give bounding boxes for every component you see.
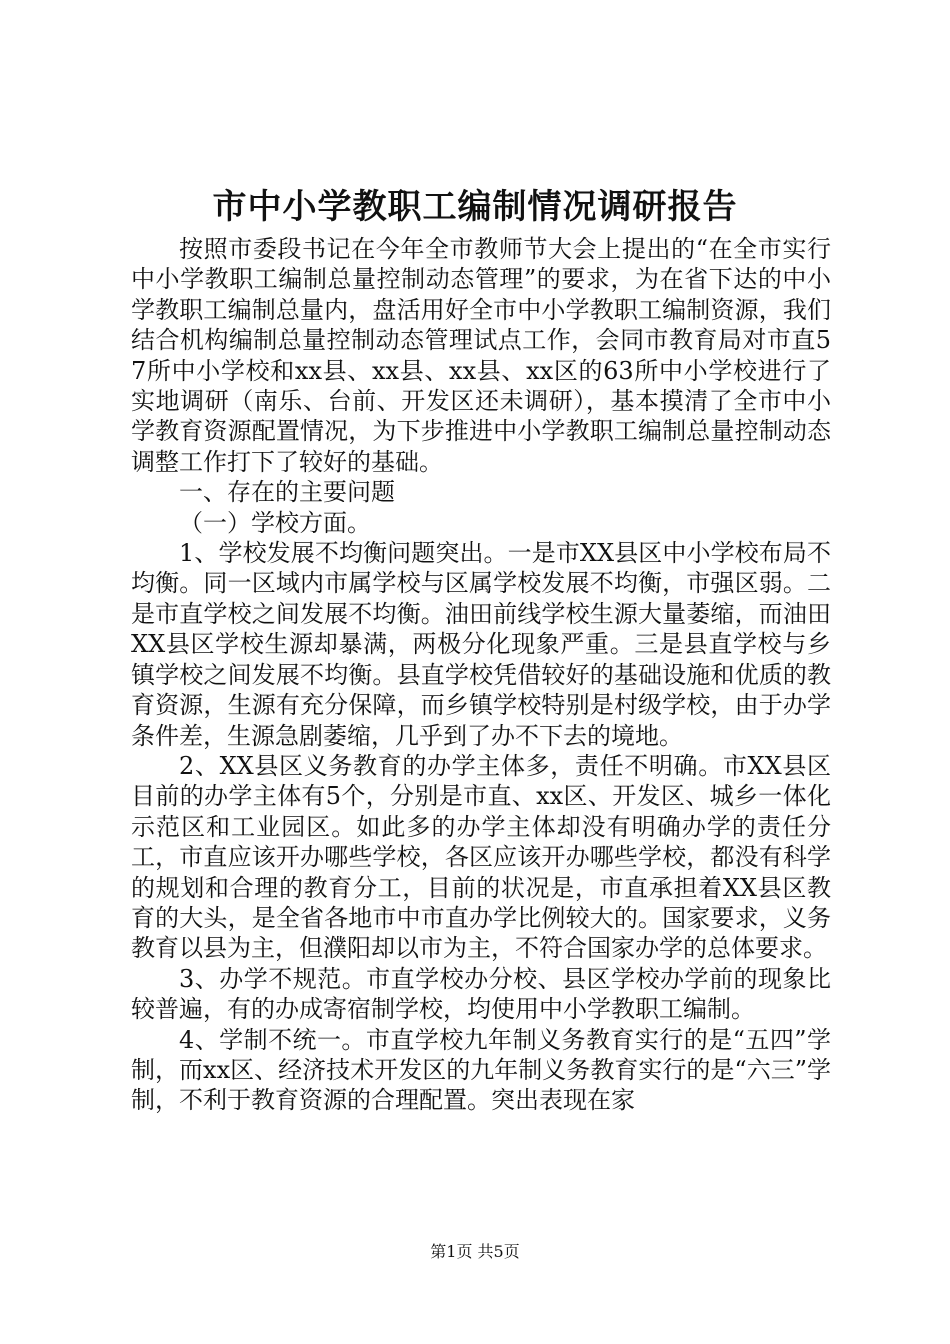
intro-paragraph: 按照市委段书记在今年全市教师节大会上提出的“在全市实行中小学教职工编制总量控制动态管理”的要求，为在省下达的中小学教职工编制总量内，盘活用好全市中小学教职工编制资源，我们结合机构编制总量控制动态管理试点工作，会同市教育局对市直57所中小学校和xx县、xx县、xx县、xx区的63所中小学校进行了实地调研（南乐、台前、开发区还未调研），基本摸清了全市中小学教育资源配置情况，为下步推进中小学教职工编制总量控制动态调整工作打下了较好的基础。	[131, 235, 831, 476]
document-title: 市中小学教职工编制情况调研报告	[212, 187, 738, 227]
subsection-heading-schools: （一）学校方面。	[179, 508, 371, 537]
paragraph-item-4: 4、学制不统一。市直学校九年制义务教育实行的是“五四”学制，而xx区、经济技术开发区的九年制义务教育实行的是“六三”学制，不利于教育资源的合理配置。突出表现在家	[131, 1025, 831, 1115]
paragraph-item-2: 2、XX县区义务教育的办学主体多，责任不明确。市XX县区目前的办学主体有5个，分别是市直、xx区、开发区、城乡一体化示范区和工业园区。如此多的办学主体却没有明确办学的责任分工，市直应该开办哪些学校，各区应该开办哪些学校，都没有科学的规划和合理的教育分工，目前的状况是，市直承担着XX县区教育的大头，是全省各地市中市直办学比例较大的。国家要求，义务教育以县为主，但濮阳却以市为主，不符合国家办学的总体要求。	[131, 751, 831, 963]
paragraph-item-3: 3、办学不规范。市直学校办分校、县区学校办学前的现象比较普遍，有的办成寄宿制学校，均使用中小学教职工编制。	[131, 964, 831, 1024]
section-heading-problems: 一、存在的主要问题	[179, 478, 395, 507]
document-body	[131, 234, 831, 1116]
page-footer: 第1页 共5页	[430, 1242, 520, 1261]
paragraph-item-1: 1、学校发展不均衡问题突出。一是市XX县区中小学校布局不均衡。同一区域内市属学校与区属学校发展不均衡，市强区弱。二是市直学校之间发展不均衡。油田前线学校生源大量萎缩，而油田XX县区学校生源却暴满，两极分化现象严重。三是县直学校与乡镇学校之间发展不均衡。县直学校凭借较好的基础设施和优质的教育资源，生源有充分保障，而乡镇学校特别是村级学校，由于办学条件差，生源急剧萎缩，几乎到了办不下去的境地。	[131, 539, 831, 750]
